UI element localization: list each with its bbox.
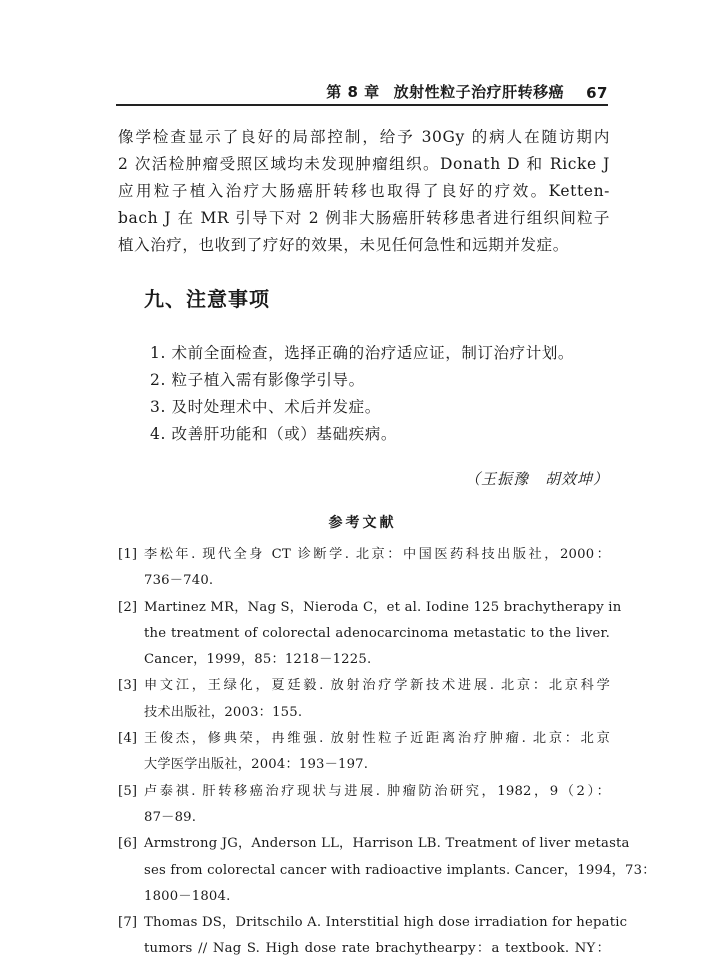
reference-number: [5] [118,783,138,799]
reference-number: [7] [118,915,138,931]
reference-line: tumors // Nag S. High dose rate brachythearpy：a textbook. NY： [144,941,610,957]
reference-line: 736－740. [144,573,214,589]
body-line: 2 次活检肿瘤受照区域均未发现肿瘤组织。Donath D 和 Ricke J [118,155,610,173]
authors: （王振豫 胡效坤） [464,470,609,488]
body-line: 应用粒子植入治疗大肠癌肝转移也取得了良好的疗效。Ketten- [118,182,610,200]
section-heading: 九、注意事项 [144,287,270,311]
reference-item [118,831,656,910]
reference-line: 李松年. 现代全身 CT 诊断学. 北京：中国医药科技出版社，2000： [144,547,610,562]
reference-line: 王俊杰，修典荣，冉维强. 放射性粒子近距离治疗肿瘤. 北京：北京 [144,731,610,747]
reference-line: 技术出版社，2003：155. [144,704,303,720]
reference-line: 87－89. [144,809,197,825]
list-item: 1. 术前全面检查，选择正确的治疗适应证，制订治疗计划。 [150,344,575,362]
reference-number: [3] [118,678,138,694]
body-paragraph [118,124,610,259]
reference-line: ses from colorectal cancer with radioactive implants. Cancer，1994，73： [144,862,656,878]
references-list [118,542,656,963]
list-item: 2. 粒子植入需有影像学引导。 [150,371,365,389]
reference-line: 1800－1804. [144,888,231,904]
reference-item [118,542,610,595]
list-item: 4. 改善肝功能和（或）基础疾病。 [150,425,397,443]
reference-item [118,726,610,779]
reference-line: the treatment of colorectal adenocarcinoma metastatic to the liver. [144,625,610,641]
reference-line: Martinez MR，Nag S，Nieroda C，et al. Iodine 125 brachytherapy in [144,599,622,615]
reference-line: 大学医学出版社，2004：193－197. [144,757,369,773]
reference-item [118,779,610,832]
reference-number: [2] [118,599,138,615]
list-item: 3. 及时处理术中、术后并发症。 [150,398,381,416]
precautions-list [150,340,610,448]
header-rule [116,104,608,106]
body-line: 像学检查显示了良好的局部控制，给予 30Gy 的病人在随访期内 [118,128,610,146]
reference-item [118,910,628,963]
reference-line: 申文江，王绿化，夏廷毅. 放射治疗学新技术进展. 北京：北京科学 [144,678,610,694]
reference-item [118,673,610,726]
reference-item [118,595,622,674]
reference-number: [6] [118,836,138,852]
chapter-title: 放射性粒子治疗肝转移癌 [393,83,565,101]
chapter-label: 第 8 章 [326,83,380,101]
reference-line: Armstrong JG，Anderson LL，Harrison LB. Treatment of liver metasta [144,836,630,852]
reference-line: Cancer，1999，85：1218－1225. [144,652,372,668]
body-line: 植入治疗，也收到了疗好的效果，未见任何急性和远期并发症。 [118,236,569,254]
reference-line: Thomas DS，Dritschilo A. Interstitial high dose irradiation for hepatic [144,915,628,931]
reference-number: [1] [118,547,138,562]
running-header [116,78,608,102]
references-heading: 参考文献 [328,515,397,531]
reference-line: 卢泰祺. 肝转移癌治疗现状与进展. 肿瘤防治研究，1982，9（2）： [144,783,610,799]
page-number: 67 [586,84,608,102]
body-line: bach J 在 MR 引导下对 2 例非大肠癌肝转移患者进行组织间粒子 [118,209,610,227]
reference-number: [4] [118,731,138,747]
